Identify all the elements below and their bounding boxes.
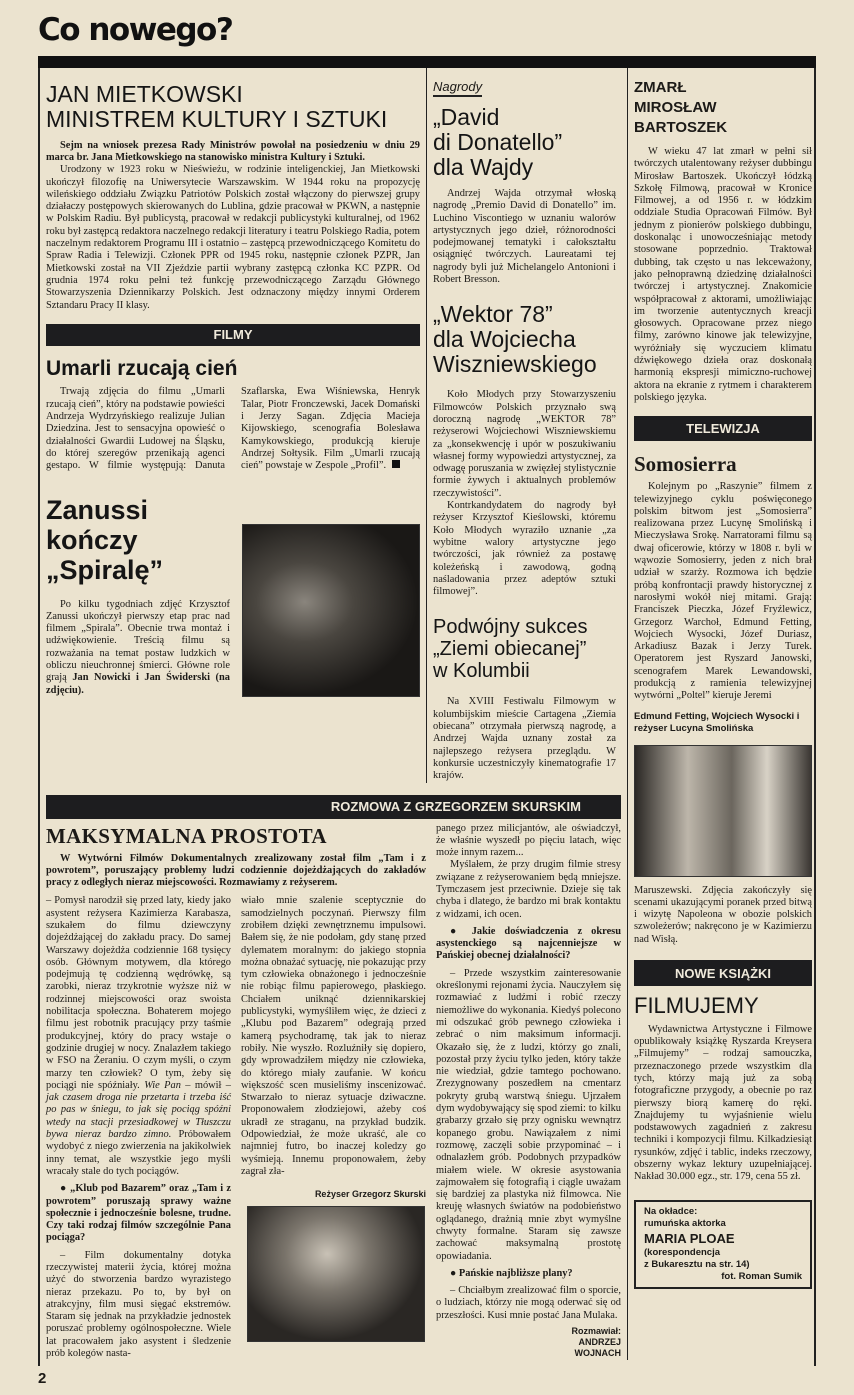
- left-column: [46, 68, 427, 783]
- interview-left-area: [46, 823, 426, 1361]
- headline-line: Zanussi: [46, 494, 149, 525]
- article-body: Andrzej Wajda otrzymał włoską nagrodę „Premio David di Donatello” im. Luchino Viscontiego w uznaniu walorów artystycznych jego dzieł, różnorodności podejmowanej tematyki i całokształtu osiągnięć twórczych. Laureatami tej nagrody byli już Michelangelo Antonioni i Robert Bresson.: [433, 188, 616, 286]
- interview-column-2: [241, 895, 426, 1360]
- interview-body: [46, 823, 621, 1361]
- mietkowski-headline: [46, 82, 420, 132]
- headline-line: „Spiralę”: [46, 554, 164, 585]
- end-mark: [392, 460, 400, 468]
- zanussi-row: [46, 495, 420, 697]
- david-headline: [433, 105, 616, 180]
- page-frame: [38, 68, 816, 1366]
- article-body: Na XVIII Festiwalu Filmowym w kolumbijskim mieście Cartagena „Ziemia obiecana” otrzymała pierwszą nagrodę, a Andrzej Wajda uznany został za najlepszego reżysera przeglądu. W konkursie uczestniczyły kinematografie 17 krajów.: [433, 696, 616, 782]
- interview-question: ● „Klub pod Bazarem” oraz „Tam i z powrotem” poruszają sprawy ważne społecznie i jednocześnie bolesne, trudne. Czy taki rodzaj filmów szczególnie Pana pociąga?: [46, 1183, 231, 1244]
- article-body: W wieku 47 lat zmarł w pełni sił twórczych utalentowany reżyser dubbingu Mirosław Bartoszek. Ukończył łódzką Szkołę Filmową, pracował w Kronice Filmowej, a od 1956 r. w łódzkim oddziale Studia Opracowań Filmów. Był jednym z pionierów polskiego dubbingu, doskonaląc i unowocześniając metody stosowane poprzednio. Traktował dubbing, tak często u nas lekceważony, jako pełnoprawną dziedzinę działalności twórczej i artystycznej. Znakomicie współpracował z aktorami, umożliwiając im tworzenie autentycznych kreacji głosowych. Opracowane przez niego filmy, zarówno kinowe jak telewizyjne, wyróżniały się wyczuciem klimatu dźwiękowego dzieła oraz doskonałą harmonią ekspresji mimiczno-ruchowej aktora na ekranie z rytmem i charakterem polskiego języka.: [634, 146, 812, 403]
- headline-line: „Wektor 78”: [433, 301, 553, 328]
- section-bar-nowe-ksiazki: NOWE KSIĄŻKI: [634, 960, 812, 986]
- quote-italic: Wie Pan: [144, 1079, 181, 1091]
- right-column: [628, 68, 812, 1360]
- umarli-headline: Umarli rzucają cień: [46, 356, 238, 380]
- author-label: Rozmawiał:: [571, 1326, 621, 1337]
- headline-line: ZMARŁ: [634, 79, 687, 96]
- bartoszek-article: [634, 146, 812, 404]
- ziemia-headline: [433, 616, 616, 682]
- somosierra-article-continued: [634, 885, 812, 946]
- cover-note: z Bukaresztu na str. 14): [644, 1258, 750, 1270]
- headline-line: Podwójny sukces: [433, 616, 588, 639]
- middle-column: [427, 68, 616, 783]
- interview-answer: – Przede wszystkim zainteresowanie określonymi rejonami życia. Nauczyłem się rozmawiać z ludźmi i robić rzeczy niemożliwe do wykonania. Kiedyś polecono mi odszukać grób pewnego człowieka i zebrać o nim maksimum informacji. Okazało się, że z ludzi, którzy go znali, pozostał przy życiu tylko jeden, który także nie wiedział, gdzie tamtego pochowano. Zrezygnowany poszedłem na cmentarz pokryty grubą warstwą śniegu. Ujrzałem dym wydobywający się spod ziemi: to kilku grabarzy grzało się przy ognisku wewnątrz kopanego grobu. Nawiązałem z nimi rozmowę, zaczęli sobie przypominać – i odnalazłem grób. Podobnych przypadków miałem wiele. W okresie asystowania zajmowałem się fotografią i ciągle uważam się bardziej za plastyka niż filmowca. Nie kreuję własnych światów na podobieństwo oglądanego, drażnią mnie zbyt wymyślne chwyty formalne. Staram się zawsze zachować maksymalną prostotę opowiadania.: [436, 967, 621, 1262]
- interview-headline: MAKSYMALNA PROSTOTA: [46, 823, 327, 848]
- wektor-article: [433, 389, 616, 598]
- article-body: Po kilku tygodniach zdjęć Krzysztof Zanussi ukończył pierwszy etap prac nad filmem „Spirala”. Obecnie trwa montaż i udźwiękowienie. Treścią filmu są rozważania na temat postaw ludzkich w obliczu nieuchronnej śmierci. Główne role grają: [46, 598, 230, 684]
- article-body: Urodzony w 1923 roku w Nieświeżu, w rodzinie inteligenckiej, Jan Mietkowski ukończył filozofię na Uniwersytecie Warszawskim. W 1944 roku na propozycję wileńskiego oddziału Związku Patriotów Polskich został włączony do pierwszej grupy działaczy postępowych skierowanych do Lublina, gdzie pracował w PKWN, a następnie w Polskim Radiu. Był publicystą, pracował w redakcji publicystyki kulturalnej, od 1962 roku był zastępcą redaktora naczelnego redakcji literatury i teatru Polskiego Radia, potem naczelnym redaktorem Programu III i ostatnio – zastępcą przewodniczącego Komitetu do Spraw Radia i Telewizji. Członek PPR od 1945 roku, następnie członek PZPR, Jan Mietkowski został na VII Zjeździe partii wybrany zastępcą członka KC PZPR. Od grudnia 1974 roku pełni też funkcję przewodniczącego Zarządu Głównego Stowarzyszenia Dziennikarzy Polskich. Jest odznaczony między innymi Orderem Sztandaru Pracy II klasy.: [46, 164, 420, 311]
- article-body: Wydawnictwa Artystyczne i Filmowe opublikowały książkę Ryszarda Kreysera „Filmujemy” – rodzaj samouczka, przeznaczonego przede wszystkim dla tych, którzy mają już za sobą fotograficzne przygody, a obecnie po raz pierwszy biorą kamerę do ręki. Znajdujemy tu wyjaśnienie wielu podstawowych zagadnień z zakresu techniki i kompozycji filmu. Kilkadziesiąt rysunków, zdjęć i tablic, indeks rzeczowy, obszerny wykaz lektury uzupełniającej. Nakład 30.000 egz., str. 179, cena 55 zł.: [634, 1023, 812, 1183]
- mietkowski-article: [46, 140, 420, 312]
- article-body: Maruszewski. Zdjęcia zakończyły się scenami ukazującymi poranek przed bitwą i wizytę Napoleona w obozie polskich szwoleżerów; nakręcono je w Kazimierzu nad Wisłą.: [634, 884, 812, 945]
- interview-column-3: [436, 823, 621, 1361]
- upper-area: [46, 68, 621, 783]
- nagrody-label: Nagrody: [433, 79, 482, 97]
- photo-credit: fot. Roman Sumik: [721, 1270, 802, 1282]
- somosierra-photo: [634, 745, 812, 877]
- zanussi-headline: [46, 495, 230, 585]
- headline-line: JAN MIETKOWSKI: [46, 81, 243, 107]
- section-bar-label: ROZMOWA Z GRZEGORZEM SKURSKIM: [330, 799, 581, 814]
- headline-line: „David: [433, 104, 500, 130]
- section-bar-telewizja: TELEWIZJA: [634, 416, 812, 441]
- umarli-article: [46, 386, 420, 472]
- interview-answer: – Chciałbym zrealizować film o sporcie, o ludziach, którzy nie mogą oderwać się od przeszłości. Kusi mnie postać Jana Mulaka.: [436, 1285, 621, 1321]
- article-body: – mówił –: [185, 1079, 231, 1091]
- interview-column-2-text: [241, 895, 426, 1178]
- interview-columns: [46, 895, 426, 1360]
- somosierra-article: [634, 481, 812, 702]
- quote-italic: jak czasem droga nie przetarta i trzeba iść po pas w śniegu, to jak się pociąg spóźni wtedy na stacji przesiadkowej w Tłuszczu bywa nieraz bardzo zimno.: [46, 1092, 231, 1141]
- section-bar-filmy: FILMY: [46, 324, 420, 346]
- cover-info-box: [634, 1200, 812, 1289]
- interview-question: ● Pańskie najbliższe plany?: [450, 1267, 573, 1279]
- article-body: Koło Młodych przy Stowarzyszeniu Filmowców Polskich przyznało swą doroczną nagrodę „WEKTOR 78” reżyserowi Wojciechowi Wiszniewskiemu za „konsekwencję i upór w poszukiwaniu własnej formy wypowiedzi artystycznej, za odwagę poruszania w zwięzłej stylistycznie formie żywych i aktualnych problemów rzeczywistości”.: [433, 389, 616, 499]
- cover-note: (korespondencja: [644, 1246, 721, 1258]
- zanussi-text-block: [46, 495, 230, 697]
- headline-line: dla Wajdy: [433, 154, 534, 180]
- top-rule: [38, 56, 816, 68]
- bartoszek-headline: [634, 78, 812, 138]
- interview-question: ● Jakie doświadczenia z okresu asystenckiego są najcenniejsze w Pańskiej obecnej działalności?: [436, 925, 621, 962]
- headline-line: MIROSŁAW BARTOSZEK: [634, 99, 728, 136]
- article-body-bold: Jan Nowicki i Jan Świderski (na zdjęciu).: [46, 672, 230, 696]
- somosierra-photo-caption: Edmund Fetting, Wojciech Wysocki i reżyser Lucyna Smolińska: [634, 710, 800, 734]
- headline-line: kończy: [46, 524, 138, 555]
- zanussi-photo: [242, 524, 420, 697]
- headline-line: w Kolumbii: [433, 660, 530, 683]
- cover-label: rumuńska aktorka: [644, 1217, 726, 1229]
- cover-label: Na okładce:: [644, 1205, 698, 1217]
- interview-answer: wiało mnie szalenie sceptycznie do samodzielnych poczynań. Pierwszy film zrobiłem dzięki zewnętrznemu impulsowi. Bałem się, że nie podołam, gdy stanę przed dylematem moralnym: do jakiego stopnia można obnażać sytuację, nie pokazując przy tym człowieka obnażonego i jednocześnie nie robiąc filmu papierowego, płaskiego. Chciałem uniknąć dziennikarskiej publicystyki, wymyśliłem więc, że dzieci z „Klubu pod Bazarem” odegrają przed kamerą psychodramę, tak jak to nieraz robiły. Nie wyszło. Rozluźniły się dopiero, gdy wprowadziłem między nie człowieka, do którego miały zaufanie. W końcu większość scen musieliśmy inscenizować. Stwarzało to nieraz sytuacje dziwaczne. Proponowałem złodziejowi, ażeby coś ukradł ze straganu, na przykład budzik. Odpowiedział, że może ukraść, ale co najmniej futro, bo inaczej koledzy go wyśmieją. Innemu proponowałem, żeby zagrał zła-: [241, 895, 426, 1177]
- headline-line: Wiszniewskiego: [433, 351, 597, 378]
- interview-column-1: [46, 895, 231, 1360]
- author-name: ANDRZEJ: [578, 1337, 621, 1348]
- main-area: [46, 68, 628, 1360]
- page-number: 2: [38, 1370, 47, 1388]
- article-lead: Sejm na wniosek prezesa Rady Ministrów powołał na posiedzeniu w dniu 29 marca br. Jana Mietkowskiego na stanowisko ministra Kultury i Sztuki.: [46, 139, 420, 163]
- article-body: Kolejnym po „Raszynie” filmem z telewizyjnego cyklu poświęconego polskim bitwom jest „Somosierra” realizowana przez Lucynę Smolińską i Mieczysława Srokę. Narratorami filmu są dwaj oficerowie, którzy w 1808 r. byli w wąwozie Somosierry, jeden z nich brał udział w szarży. Rozmowa ich będzie próbą konfrontacji prawdy historycznej z narosłymi wokół niej mitami. Grają: Franciszek Pieczka, Józef Fryźlewicz, Grzegorz Warchoł, Edmund Fetting, Wojciech Wysocki, Józef Duriasz, Arkadiusz Bazak i Jerzy Turek. Operatorem jest Ryszard Janowski, scenografem Marek Lewandowski, produkcją z ramienia telewizyjnej wytwórni „Poltel” kieruje Jeremi: [634, 481, 812, 702]
- somosierra-headline: Somosierra: [634, 452, 737, 477]
- section-bar-rozmowa: [46, 795, 621, 819]
- article-body: Kontrkandydatem do nagrody był reżyser Krzysztof Kieślowski, któremu Koło Młodych wyraziło uznanie „za wybitne walory artystyczne jego twórczości, jak również za postawę koleżeńską i zawodową, godną naśladowania przez adeptów sztuki filmowej”.: [433, 500, 616, 598]
- article-body: Próbowałem wydobyć z niego zwierzenia na jakikolwiek inny temat, ale wszystkie jego myśli wracały stale do tych pociągów.: [46, 1129, 231, 1177]
- article-body: Trwają zdjęcia do filmu „Umarli rzucają cień”, który na podstawie powieści Andrzeja Wydrzyńskiego realizuje Julian Dziedzina. Jest to sensacyjna opowieść o działalności Gwardii Ludowej na Śląsku, do której szeregów przenikają agenci gestapo. W filmie występują: Danuta Szaflarska, Ewa Wiśniewska, Henryk Talar, Piotr Fronczewski, Jacek Domański i Jerzy Sagan. Zdjęcia Macieja Kijowskiego, scenografia Bolesława Kamykowskiego, produkcją kieruje Andrzej Sołtysik. Film „Umarli rzucają cień” powstaje w Zespole „Profil”.: [46, 386, 420, 472]
- interview-author: [436, 1326, 621, 1359]
- headline-line: di Donatello”: [433, 129, 563, 155]
- interview-answer: – Film dokumentalny dotyka rzeczywistej materii życia, której można użyć do stworzenia bardzo wyrazistego nieraz przekazu. Po to, by był on atrakcyjny, film musi sięgać ekstremów. Staram się jednak na przykładzie jednostek poruszać problemy ogólnospołeczne. Wiele lat pracowałem jako asystent i śledzenie prób kolegów nasta-: [46, 1249, 231, 1360]
- ziemia-article: [433, 696, 616, 782]
- masthead: Co nowego?: [38, 12, 233, 48]
- filmujemy-article: [634, 1024, 812, 1184]
- zanussi-article: [46, 599, 230, 697]
- cover-name: MARIA PLOAE: [644, 1230, 735, 1246]
- interview-answer: panego przez milicjantów, ale oświadczył, że właśnie wyszedł po pięciu latach, więc może innym razem...: [436, 822, 621, 859]
- headline-line: MINISTREM KULTURY I SZTUKI: [46, 105, 388, 132]
- wektor-headline: [433, 302, 616, 377]
- headline-line: „Ziemi obiecanej”: [433, 638, 587, 661]
- headline-line: dla Wojciecha: [433, 326, 576, 353]
- author-name: WOJNACH: [574, 1348, 621, 1359]
- filmujemy-headline: FILMUJEMY: [634, 993, 759, 1019]
- article-body: – Pomysł narodził się przed laty, kiedy jako asystent reżysera Kazimierza Karabasza, szukałem do filmu dziewczyny dojeżdżającej do zakładu pracy. Do samej Warszawy dojeżdża codziennie 168 tysięcy osób. Głównym motywem, dla którego podejmują tę codzienną wędrówkę, są zarobki, nieraz trzykrotnie wyższe niż w rodzinnej miejscowości oraz swoista nobilitacja społeczna. Bohaterem mojego filmu jest robotnik pracujący przy taśmie produkcyjnej, który do pracy wstaje o godzinie drugiej w nocy. Znalazłem takiego w FSO na Żeraniu. O czym myśli, o czym marzy ten człowiek? O tym, żeby się pociągi nie spóźniały.: [46, 895, 231, 1091]
- david-article: [433, 188, 616, 286]
- skurski-photo: [247, 1206, 425, 1342]
- interview-lead: W Wytwórni Filmów Dokumentalnych zrealizowany został film „Tam i z powrotem”, poruszający problemy ludzi codziennie dojeżdżających do zakładów pracy z odległych nieraz miejscowości. Rozmawiamy z reżyserem.: [46, 852, 426, 889]
- interview-photo-caption: Reżyser Grzegorz Skurski: [314, 1189, 426, 1200]
- interview-answer: Myślałem, że przy drugim filmie stresy związane z reżyserowaniem będą mniejsze. Tymczasem jest przeciwnie. Dzieje się tak chyba i dlatego, że bardzo mi brak kontaktu z widzami, ich ocen.: [436, 859, 621, 920]
